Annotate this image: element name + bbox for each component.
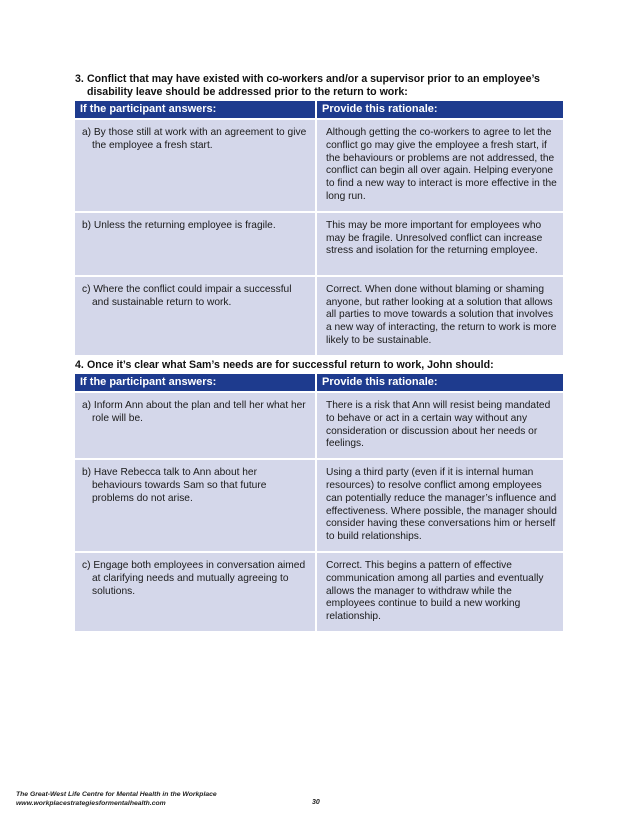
answer-text: b) Unless the returning employee is fragile. bbox=[82, 219, 276, 231]
rationale-text: This may be more important for employees who may be fragile. Unresolved conflict can increase stress and isolation for the returning employee. bbox=[326, 219, 543, 257]
question-3-title-line2: disability leave should be addressed prior to the return to work: bbox=[87, 85, 408, 98]
rationale-text: Using a third party (even if it is internal human resources) to resolve conflict among employees can potentially reduce the manager’s influence and effectiveness. Where possible, the manager should consider having these conversations him or herself to build relationships. bbox=[326, 467, 557, 543]
rationale-text: There is a risk that Ann will resist being mandated to behave or act in a certain way without any consideration or discussion about her needs or feelings. bbox=[326, 400, 551, 450]
table-row bbox=[75, 211, 563, 275]
question-4-title bbox=[75, 359, 565, 372]
answer-text: a) By those still at work with an agreement to give the employee a fresh start. bbox=[82, 127, 307, 151]
rationale-text: Correct. This begins a pattern of effective communication among all parties and eventually allows the manager to withdraw while the employees continue to build a new working relationship. bbox=[326, 559, 544, 623]
footer-organization: The Great-West Life Centre for Mental Health in the Workplace bbox=[16, 791, 217, 798]
rationale-text: Correct. When done without blaming or shaming anyone, but rather looking at a solution that allows all parties to move towards a solution that involves a new way of interacting, the return to work is more likely to be sustainable. bbox=[326, 283, 557, 346]
question-4-number: 4. bbox=[75, 359, 84, 371]
footer-url: www.workplacestrategiesformentalhealth.com bbox=[16, 799, 166, 807]
question-4-table bbox=[75, 374, 563, 631]
rationale-column-header: Provide this rationale: bbox=[317, 101, 563, 118]
page-number: 30 bbox=[312, 799, 320, 806]
question-3-number: 3. bbox=[75, 73, 84, 85]
answers-column-header: If the participant answers: bbox=[75, 101, 317, 118]
table-header-row bbox=[75, 374, 563, 391]
answer-text: b) Have Rebecca talk to Ann about her behaviours towards Sam so that future problems do not arise. bbox=[82, 467, 267, 504]
question-3-title-line1: Conflict that may have existed with co-workers and/or a supervisor prior to an employee’s bbox=[87, 73, 540, 85]
table-row bbox=[75, 118, 563, 211]
page-footer bbox=[16, 791, 217, 808]
rationale-text: Although getting the co-workers to agree to let the conflict go may give the employee a fresh start, if the behaviours or problems are not addressed, the conflict can begin all over again. Helping everyone to find a new way to interact is more effective in the long run. bbox=[326, 127, 557, 202]
answers-column-header: If the participant answers: bbox=[75, 374, 317, 391]
question-3-table bbox=[75, 101, 563, 355]
table-row bbox=[75, 391, 563, 458]
table-row bbox=[75, 458, 563, 551]
answer-text: a) Inform Ann about the plan and tell her what her role will be. bbox=[82, 400, 306, 424]
question-4-title-line1: Once it’s clear what Sam’s needs are for successful return to work, John should: bbox=[87, 359, 494, 371]
answer-text: c) Where the conflict could impair a successful and sustainable return to work. bbox=[82, 283, 292, 308]
table-row bbox=[75, 275, 563, 355]
question-3-title bbox=[75, 73, 565, 98]
rationale-column-header: Provide this rationale: bbox=[317, 374, 563, 391]
table-header-row bbox=[75, 101, 563, 118]
table-row bbox=[75, 551, 563, 631]
answer-text: c) Engage both employees in conversation aimed at clarifying needs and mutually agreeing to solutions. bbox=[82, 559, 306, 597]
